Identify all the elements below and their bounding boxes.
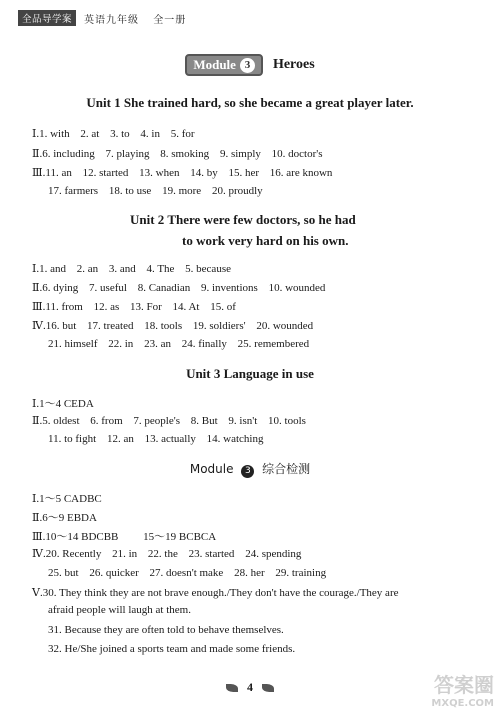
answer: 11. to fight <box>48 433 97 445</box>
unit2-line-3 <box>32 300 244 313</box>
answer: 20. wounded <box>256 320 314 332</box>
answer: 19. more <box>162 185 202 197</box>
unit3-line-1 <box>32 395 102 411</box>
answer: 5. because <box>185 263 231 275</box>
answer: 7. people's <box>133 415 180 427</box>
answer: 28. her <box>234 567 265 579</box>
answer: 22. in <box>108 338 134 350</box>
answer: 4. The <box>146 263 175 275</box>
unit2-title-line2: to work very hard on his own. <box>182 233 349 248</box>
answer: 15. of <box>210 301 236 313</box>
comp-line-3 <box>32 528 224 544</box>
module-title <box>0 54 500 76</box>
module-name: Heroes <box>272 57 315 72</box>
answer: 17. treated <box>87 320 134 332</box>
brand-label: 全品导学案 <box>18 10 76 26</box>
answer: 12. started <box>82 167 129 179</box>
answer: 13. when <box>139 167 180 179</box>
answer: 17. farmers <box>48 185 99 197</box>
answer: 18. to use <box>108 185 152 197</box>
answer: 12. as <box>93 301 120 313</box>
answer: 32. He/She joined a sports team and made some friends. <box>48 643 296 655</box>
answer: Ⅳ.16. but <box>32 320 77 332</box>
answer: 29. training <box>275 567 327 579</box>
unit3-line-2 <box>32 414 314 427</box>
answer: 31. Because they are often told to behave themselves. <box>48 624 284 636</box>
answer: Ⅰ.1. and <box>32 263 66 275</box>
answer: 12. an <box>106 433 134 445</box>
answer: Ⅲ.11. an <box>32 167 72 179</box>
comp-line-5 <box>48 567 334 579</box>
unit2-line-5 <box>48 338 317 350</box>
watermark-line2: MXQE.COM <box>431 698 494 709</box>
comp-line-7 <box>48 604 191 616</box>
answer: 8. Canadian <box>137 282 191 294</box>
module-badge <box>185 54 263 76</box>
unit2-line-2 <box>32 281 333 294</box>
answer: 9. simply <box>219 148 261 160</box>
unit1-line-2 <box>32 147 331 160</box>
unit2-title-line1: Unit 2 There were few doctors, so he had <box>130 212 356 227</box>
comp-title-suffix: 综合检测 <box>262 462 311 476</box>
answer: 8. smoking <box>160 148 210 160</box>
unit3-title: Unit 3 Language in use <box>186 366 314 381</box>
answer: 7. playing <box>105 148 150 160</box>
answer: 15. her <box>228 167 260 179</box>
leaf-left-icon <box>226 684 238 692</box>
answer: 14. At <box>172 301 200 313</box>
unit1-title: Unit 1 She trained hard, so she became a great player later. <box>86 95 414 110</box>
answer: 23. an <box>144 338 171 350</box>
leaf-right-icon <box>262 684 274 692</box>
answer: 15～19 BCBCA <box>143 531 217 543</box>
answer: Ⅱ.6. dying <box>32 282 79 294</box>
module-number: 3 <box>240 58 255 73</box>
answer: 21. in <box>112 548 138 560</box>
answer: 3. and <box>108 263 136 275</box>
answer: 25. but <box>48 567 79 579</box>
answer: 6. from <box>90 415 123 427</box>
answer: Ⅱ.6～9 EBDA <box>32 512 97 524</box>
comp-line-4 <box>32 547 309 560</box>
header-text <box>84 11 196 26</box>
answer: 10. tools <box>268 415 306 427</box>
answer: 13. For <box>130 301 162 313</box>
unit3-line-3 <box>48 433 271 445</box>
answer: 13. actually <box>144 433 196 445</box>
answer: 2. at <box>80 128 100 140</box>
answer: 22. the <box>147 548 178 560</box>
subject-label: 英语九年级 <box>84 14 140 26</box>
answer: 14. watching <box>206 433 264 445</box>
page-header <box>18 10 196 26</box>
answer: 10. wounded <box>268 282 326 294</box>
unit1-line-3 <box>32 166 340 179</box>
answer: Ⅰ.1～4 CEDA <box>32 398 94 410</box>
watermark-line1: 答案圈 <box>434 673 494 697</box>
answer: Ⅱ.5. oldest <box>32 415 80 427</box>
unit1-line-1 <box>32 127 203 140</box>
answer: Ⅰ.1～5 CADBC <box>32 493 102 505</box>
comp-line-1 <box>32 490 110 506</box>
comp-line-8 <box>48 624 284 636</box>
comp-module-number: 3 <box>241 465 254 478</box>
answer: Ⅱ.6. including <box>32 148 95 160</box>
answer: 2. an <box>76 263 99 275</box>
module-label: Module <box>193 57 236 72</box>
answer: 21. himself <box>48 338 98 350</box>
comprehensive-title <box>0 460 500 478</box>
answer: Ⅰ.1. with <box>32 128 70 140</box>
answer: 23. started <box>188 548 235 560</box>
answer: 3. to <box>110 128 130 140</box>
unit2-line-4 <box>32 319 321 332</box>
answer: Ⅲ.10～14 BDCBB <box>32 531 119 543</box>
answer: 26. quicker <box>89 567 139 579</box>
answer: Ⅴ.30. They think they are not brave enough./They don't have the courage./They are <box>32 587 399 599</box>
answer: 4. in <box>140 128 160 140</box>
answer: 27. doesn't make <box>149 567 224 579</box>
answer: 18. tools <box>144 320 183 332</box>
answer: 9. inventions <box>200 282 258 294</box>
comp-line-2 <box>32 509 105 525</box>
comp-line-6 <box>32 586 399 599</box>
comp-line-9 <box>48 643 295 655</box>
answer: 10. doctor's <box>271 148 323 160</box>
answer: 8. But <box>190 415 218 427</box>
page-number <box>0 680 500 695</box>
answer: 24. spending <box>245 548 302 560</box>
answer: 19. soldiers' <box>192 320 246 332</box>
answer: 20. proudly <box>211 185 263 197</box>
answer: 14. by <box>190 167 218 179</box>
answer: 25. remembered <box>237 338 310 350</box>
watermark <box>431 669 494 709</box>
answer: 5. for <box>170 128 195 140</box>
volume-label: 全一册 <box>153 14 187 26</box>
answer: Ⅳ.20. Recently <box>32 548 102 560</box>
answer: 9. isn't <box>228 415 258 427</box>
unit2-line-1 <box>32 262 239 275</box>
page-number-value: 4 <box>247 680 253 694</box>
answer: Ⅲ.11. from <box>32 301 83 313</box>
answer: 24. finally <box>181 338 227 350</box>
answer: afraid people will laugh at them. <box>48 604 191 616</box>
comp-module-label: Module <box>189 462 234 476</box>
unit1-line-4 <box>48 185 271 197</box>
answer: 16. are known <box>269 167 333 179</box>
answer: 7. useful <box>89 282 127 294</box>
